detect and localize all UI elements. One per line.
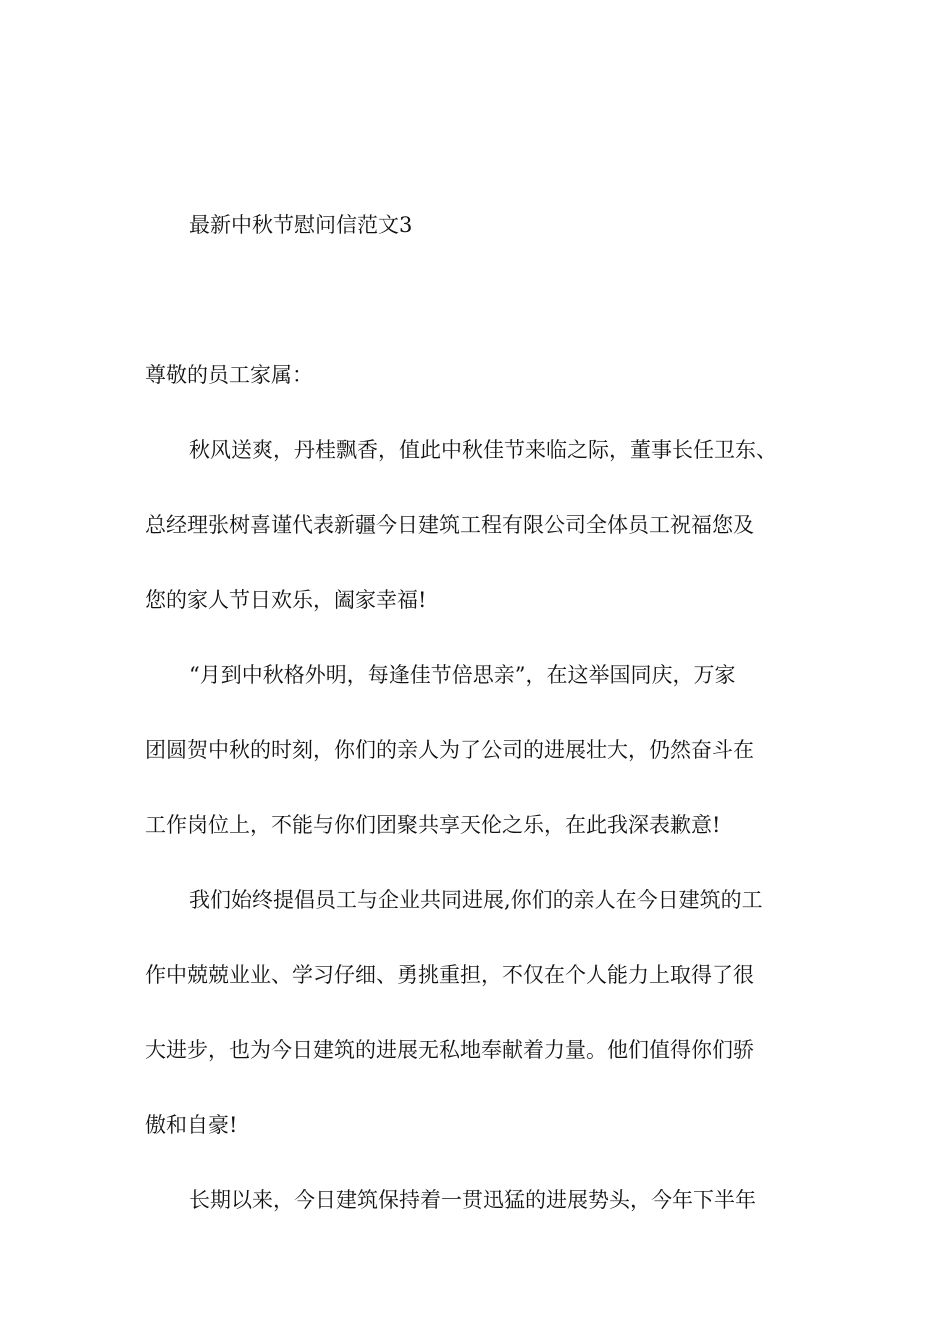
paragraph-line: “月到中秋格外明，每逢佳节倍思亲”，在这举国同庆，万家 <box>189 663 736 687</box>
salutation: 尊敬的员工家属： <box>145 363 313 387</box>
paragraph-line: 我们始终提倡员工与企业共同进展,你们的亲人在今日建筑的工 <box>189 888 763 912</box>
paragraph-line: 工作岗位上，不能与你们团聚共享天伦之乐，在此我深表歉意! <box>145 813 721 837</box>
paragraph-line: 大进步，也为今日建筑的进展无私地奉献着力量。他们值得你们骄 <box>145 1038 754 1062</box>
paragraph-line: 团圆贺中秋的时刻，你们的亲人为了公司的进展壮大，仍然奋斗在 <box>145 738 754 762</box>
paragraph-line: 长期以来，今日建筑保持着一贯迅猛的进展势头，今年下半年 <box>189 1188 756 1212</box>
paragraph-line: 作中兢兢业业、学习仔细、勇挑重担，不仅在个人能力上取得了很 <box>145 963 754 987</box>
paragraph-line: 傲和自豪! <box>145 1113 238 1137</box>
paragraph-line: 秋风送爽，丹桂飘香，值此中秋佳节来临之际，董事长任卫东、 <box>189 438 777 462</box>
paragraph-line: 总经理张树喜谨代表新疆今日建筑工程有限公司全体员工祝福您及 <box>145 513 754 537</box>
document-title: 最新中秋节慰问信范文3 <box>189 213 413 237</box>
paragraph-line: 您的家人节日欢乐，阖家幸福! <box>145 588 427 612</box>
